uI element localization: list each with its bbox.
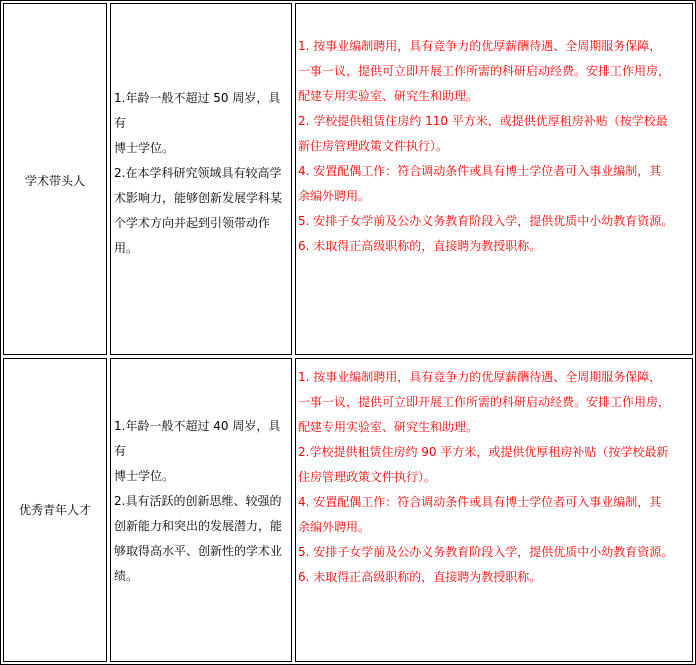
benefit-line: 配建专用实验室、研究生和助理。 <box>298 89 479 103</box>
benefit-line: 住房管理政策文件执行）。 <box>298 470 437 484</box>
requirement-line: 1.年龄一般不超过 40 周岁，具有 <box>114 419 281 458</box>
requirement-line: 够取得高水平、创新性的学术业 <box>114 544 283 558</box>
requirement-line: 2.在本学科研究领域具有较高学 <box>114 166 282 180</box>
requirement-line: 术影响力，能够创新发展学科某 <box>114 191 283 205</box>
requirement-line: 绩。 <box>114 569 139 583</box>
benefit-line: 新住房管理政策文件执行）。 <box>298 139 449 153</box>
requirement-line: 个学术方向并起到引领带动作 <box>114 216 271 230</box>
benefit-line: 2.学校提供租赁住房约 90 平方米，或提供优厚租房补贴（按学校最新 <box>298 445 669 459</box>
benefit-line: 5. 安排子女学前及公办义务教育阶段入学，提供优质中小幼教育资源。 <box>298 545 674 559</box>
benefit-line: 1. 按事业编制聘用，具有竞争力的优厚薪酬待遇、全周期服务保障， <box>298 370 662 384</box>
row1-title: 学术带头人 <box>24 174 85 188</box>
benefit-line: 一事一议，提供可立即开展工作所需的科研启动经费。安排工作用房， <box>298 395 671 409</box>
requirement-line: 博士学位。 <box>114 469 175 483</box>
benefit-line: 5. 安排子女学前及公办义务教育阶段入学，提供优质中小幼教育资源。 <box>298 214 674 228</box>
benefit-line: 余编外聘用。 <box>298 520 371 534</box>
benefit-line: 6. 未取得正高级职称的，直接聘为教授职称。 <box>298 570 542 584</box>
requirement-line: 2.具有活跃的创新思维、较强的 <box>114 494 282 508</box>
requirement-line: 创新能力和突出的发展潜力，能 <box>114 519 283 533</box>
benefit-line: 一事一议，提供可立即开展工作所需的科研启动经费。安排工作用房， <box>298 64 671 78</box>
benefit-line: 2. 学校提供租赁住房约 110 平方米，或提供优厚租房补贴（按学校最 <box>298 114 668 128</box>
benefit-line: 配建专用实验室、研究生和助理。 <box>298 420 479 434</box>
benefit-line: 4. 安置配偶工作：符合调动条件或具有博士学位者可入事业编制，其 <box>298 495 662 509</box>
requirement-line: 用。 <box>114 241 139 255</box>
requirement-line: 1.年龄一般不超过 50 周岁，具有 <box>114 91 281 130</box>
benefit-line: 4. 安置配偶工作：符合调动条件或具有博士学位者可入事业编制，其 <box>298 164 662 178</box>
row2-title: 优秀青年人才 <box>18 503 91 517</box>
benefit-line: 余编外聘用。 <box>298 189 371 203</box>
requirement-line: 博士学位。 <box>114 141 175 155</box>
benefit-line: 1. 按事业编制聘用，具有竞争力的优厚薪酬待遇、全周期服务保障， <box>298 39 662 53</box>
benefit-line: 6. 未取得正高级职称的，直接聘为教授职称。 <box>298 239 542 253</box>
